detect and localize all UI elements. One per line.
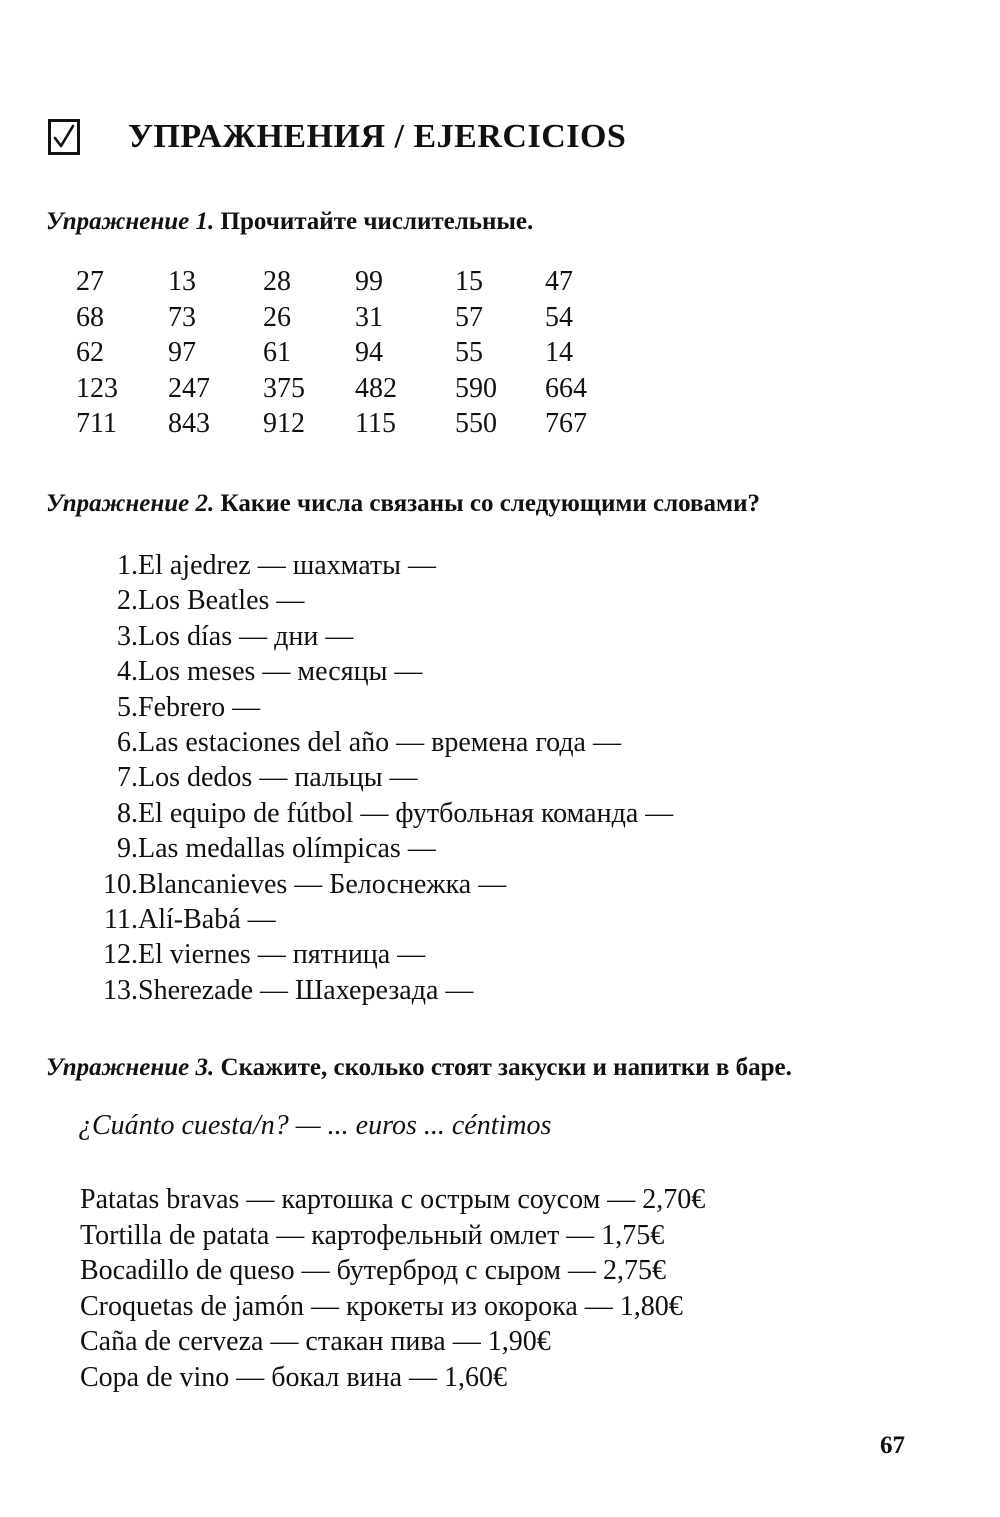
list-item-number: 2.: [117, 585, 138, 617]
price-line: Croquetas de jamón — крокеты из окорока — 1,80€: [80, 1290, 683, 1322]
list-item: [76, 725, 673, 760]
exercise-1-label: Упражнение 1.: [46, 208, 215, 235]
list-item-text: Alí-Babá —: [138, 903, 276, 935]
number-cell: 55: [455, 337, 483, 368]
list-item-text: Los días — дни —: [138, 620, 354, 652]
checkmark-icon: [52, 124, 76, 150]
number-cell: 115: [355, 408, 396, 439]
number-cell: 711: [76, 408, 117, 439]
list-item-number: 6.: [117, 726, 138, 758]
number-cell: 15: [455, 266, 483, 297]
numbers-row: [76, 300, 625, 336]
number-cell: 664: [545, 372, 587, 404]
number-cell: 27: [76, 266, 104, 297]
number-cell: 912: [263, 408, 305, 439]
list-item: [76, 973, 673, 1008]
exercise-3-title: [46, 1054, 792, 1082]
number-cell: 61: [263, 337, 291, 368]
number-cell: 99: [355, 266, 383, 297]
list-item: [76, 619, 673, 654]
numbers-row: [76, 264, 625, 300]
list-item-number: 13.: [103, 974, 138, 1006]
number-cell: 28: [263, 266, 291, 297]
exercise-3-instruction: Скажите, сколько стоят закуски и напитки в баре.: [220, 1054, 792, 1081]
numbers-row: [76, 371, 625, 407]
list-item: [76, 796, 673, 831]
list-item-text: Blancanieves — Белоснежка —: [138, 868, 507, 900]
list-item-text: El viernes — пятница —: [138, 939, 426, 971]
list-item-number: 11.: [104, 903, 138, 935]
list-item-number: 5.: [117, 691, 138, 723]
list-item-text: El ajedrez — шахматы —: [138, 550, 436, 581]
list-item: [76, 690, 673, 725]
list-item-number: 10.: [103, 868, 138, 900]
number-cell: 767: [545, 408, 587, 439]
price-line: Tortilla de patata — картофельный омлет — 1,75€: [80, 1219, 665, 1251]
checkbox-icon: [48, 119, 80, 155]
numbers-row: [76, 335, 625, 371]
list-item: [76, 867, 673, 902]
number-cell: 843: [168, 408, 210, 439]
list-item-text: Sherezade — Шахерезада —: [138, 974, 474, 1006]
list-item: [76, 583, 673, 618]
price-line: Bocadillo de queso — бутерброд с сыром — 2,75€: [80, 1255, 667, 1286]
exercise-3-hint: ¿Cuánto cuesta/n? — ... euros ... céntimos: [78, 1110, 552, 1141]
numbers-grid: [76, 264, 625, 442]
list-item-text: Las medallas olímpicas —: [138, 833, 436, 865]
exercise-1-instruction: Прочитайте числительные.: [220, 208, 534, 235]
list-item: [76, 548, 673, 583]
number-cell: 47: [545, 266, 573, 297]
exercise-3-label: Упражнение 3.: [46, 1054, 215, 1081]
number-cell: 62: [76, 337, 104, 368]
list-item-text: Los meses — месяцы —: [138, 656, 423, 688]
number-cell: 247: [168, 372, 210, 404]
numbers-row: [76, 406, 625, 442]
list-item-text: Las estaciones del año — времена года —: [138, 726, 621, 758]
price-line: Caña de cerveza — стакан пива — 1,90€: [80, 1326, 551, 1357]
list-item-number: 3.: [117, 620, 138, 652]
number-cell: 73: [168, 301, 196, 333]
number-cell: 94: [355, 337, 383, 368]
number-cell: 57: [455, 301, 483, 333]
number-cell: 123: [76, 372, 118, 404]
number-cell: 550: [455, 408, 497, 439]
exercise-2-instruction: Какие числа связаны со следующими словами?: [220, 490, 760, 517]
list-item-number: 4.: [117, 656, 138, 688]
exercise-2-title: [46, 490, 760, 518]
number-cell: 482: [355, 372, 397, 404]
number-cell: 13: [168, 266, 196, 297]
list-item-number: 7.: [117, 762, 138, 794]
price-line: Patatas bravas — картошка с острым соусом — 2,70€: [80, 1184, 706, 1215]
list-item-text: Los dedos — пальцы —: [138, 762, 418, 794]
price-list: [80, 1182, 705, 1395]
list-item-text: Los Beatles —: [138, 585, 305, 617]
exercise-1-title: [46, 208, 533, 236]
list-item: [76, 902, 673, 937]
associations-list: [76, 548, 673, 1008]
section-title: УПРАЖНЕНИЯ / EJERCICIOS: [128, 118, 627, 155]
number-cell: 375: [263, 372, 305, 404]
page-number: 67: [880, 1432, 905, 1459]
list-item: [76, 937, 673, 972]
number-cell: 54: [545, 301, 573, 333]
number-cell: 14: [545, 337, 573, 368]
list-item-number: 12.: [103, 939, 138, 971]
list-item: [76, 654, 673, 689]
list-item-text: El equipo de fútbol — футбольная команда —: [138, 797, 674, 829]
list-item-text: Febrero —: [138, 691, 261, 723]
number-cell: 26: [263, 301, 291, 333]
exercise-2-label: Упражнение 2.: [46, 490, 215, 517]
number-cell: 97: [168, 337, 196, 368]
list-item-number: 9.: [117, 833, 138, 865]
list-item-number: 1.: [117, 550, 138, 581]
list-item: [76, 760, 673, 795]
number-cell: 590: [455, 372, 497, 404]
list-item: [76, 831, 673, 866]
section-header: [48, 112, 626, 162]
number-cell: 31: [355, 301, 383, 333]
number-cell: 68: [76, 301, 104, 333]
price-line: Copa de vino — бокал вина — 1,60€: [80, 1361, 507, 1393]
list-item-number: 8.: [117, 797, 138, 829]
